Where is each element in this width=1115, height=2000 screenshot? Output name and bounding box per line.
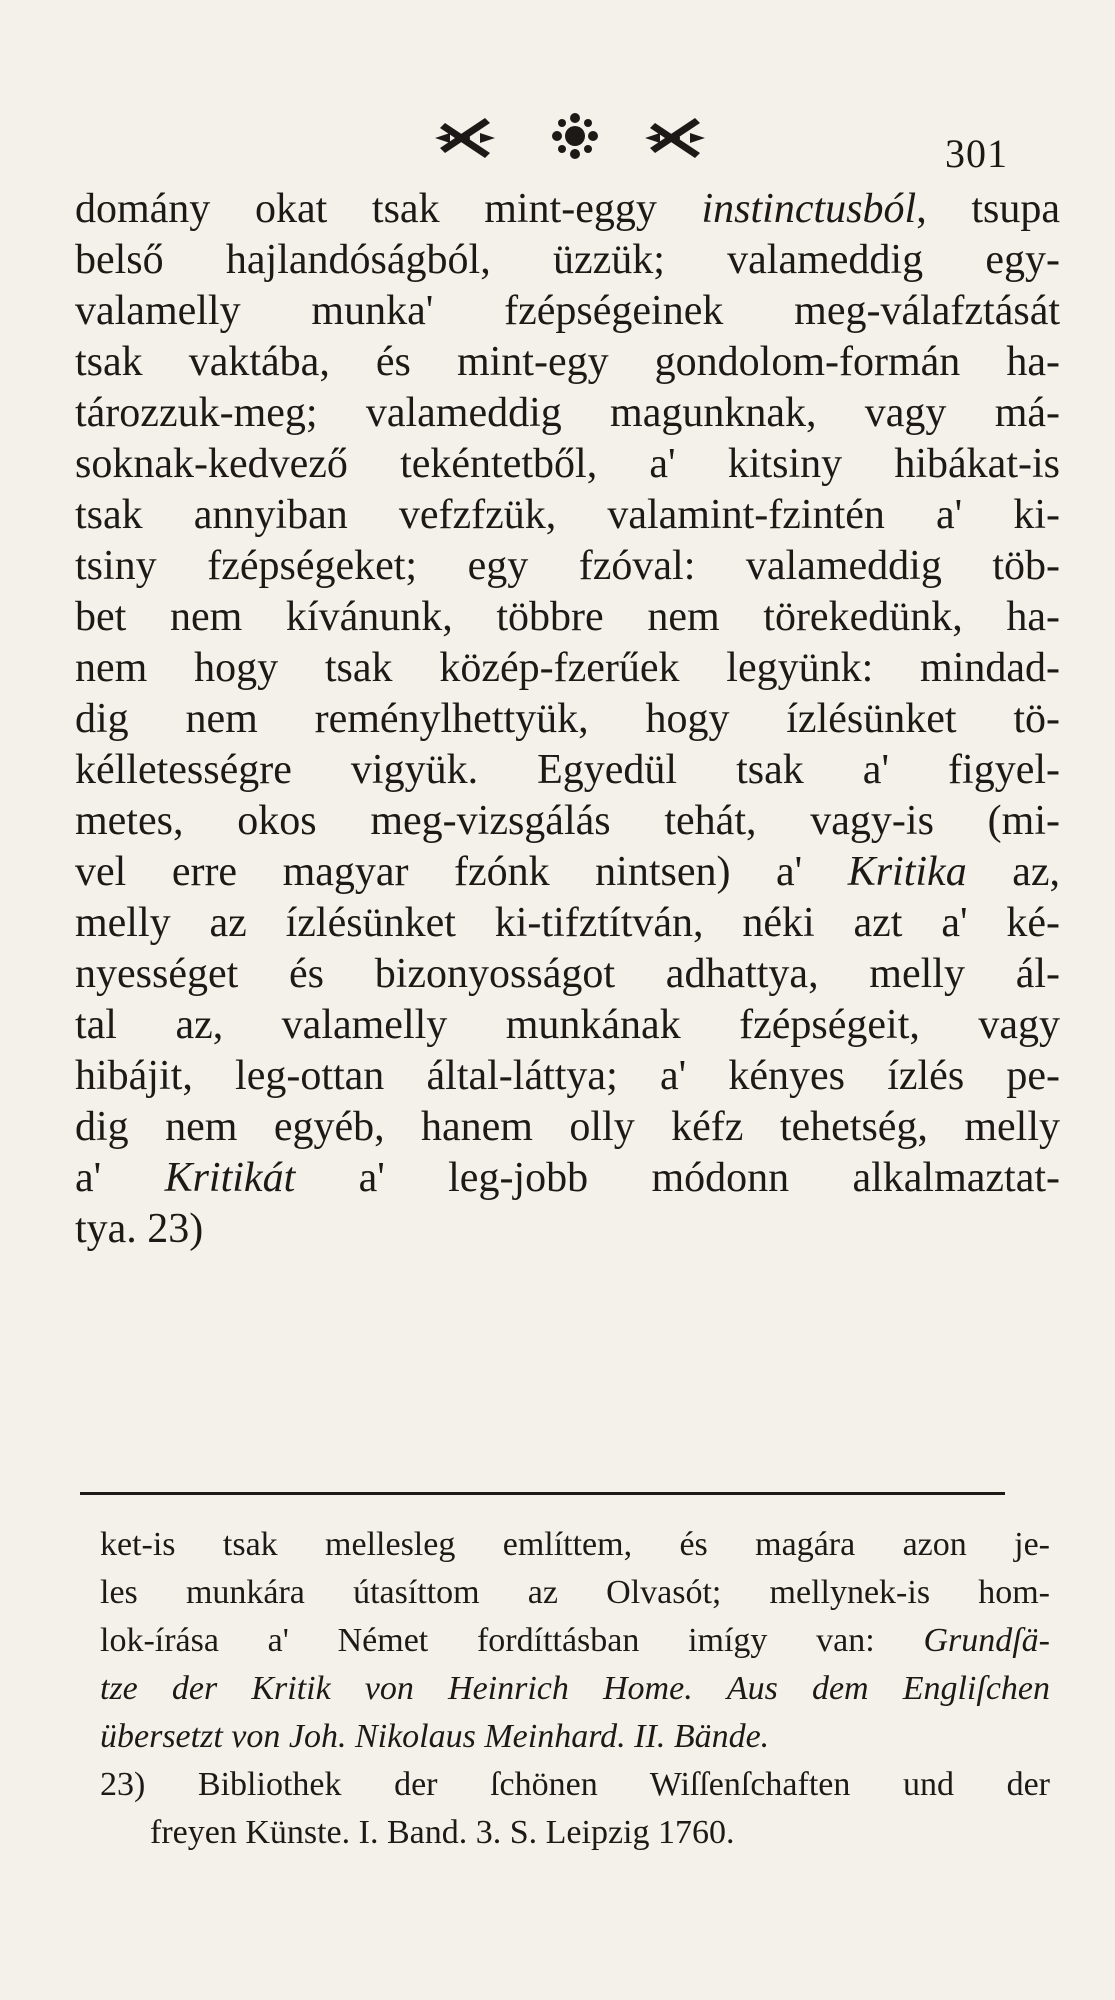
- text-line: vel erre magyar fzónk nintsen) a' Kritika az,: [75, 849, 1060, 895]
- page-number: 301: [945, 131, 1008, 176]
- text-line: melly az ízlésünket ki-tifztítván, néki azt a' ké-: [75, 900, 1060, 946]
- text-line: dig nem egyéb, hanem olly kéfz tehetség, melly: [75, 1104, 1060, 1150]
- main-text: [75, 184, 1060, 1255]
- footnotes: [100, 1521, 1050, 1857]
- page-header: [0, 108, 1115, 178]
- text-line: kélletességre vigyük. Egyedül tsak a' figyel-: [75, 747, 1060, 793]
- text-line: nem hogy tsak közép-fzerűek legyünk: mindad-: [75, 645, 1060, 691]
- footnote-line: 23) Bibliothek der ſchönen Wiſſenſchaften und der: [100, 1766, 1050, 1803]
- footnote-line: les munkára útasíttom az Olvasót; mellynek-is hom-: [100, 1574, 1050, 1611]
- footnote-line: tze der Kritik von Heinrich Home. Aus dem Engliſchen: [100, 1670, 1051, 1707]
- footnote-line: übersetzt von Joh. Nikolaus Meinhard. II. Bände.: [100, 1718, 770, 1755]
- text-line: dig nem reménylhettyük, hogy ízlésünket tö-: [75, 696, 1060, 742]
- footnote-divider: [80, 1492, 1005, 1495]
- text-line: domány okat tsak mint-eggy instinctusból, tsupa: [75, 186, 1060, 232]
- text-line: hibájit, leg-ottan által-láttya; a' kényes ízlés pe-: [75, 1053, 1060, 1099]
- text-line: belső hajlandóságból, üzzük; valameddig egy-: [75, 237, 1060, 283]
- printer-ornament-icon: [430, 108, 720, 168]
- footnote-line: lok-írása a' Német fordíttásban imígy van: Grundſä-: [100, 1622, 1050, 1659]
- text-line: metes, okos meg-vizsgálás tehát, vagy-is (mi-: [75, 798, 1060, 844]
- footnote-line: ket-is tsak mellesleg említtem, és magára azon je-: [100, 1526, 1050, 1563]
- text-line: tal az, valamelly munkának fzépségeit, vagy: [75, 1002, 1060, 1048]
- text-line: tsak annyiban vefzfzük, valamint-fzintén a' ki-: [75, 492, 1060, 538]
- text-line: a' Kritikát a' leg-jobb módonn alkalmaztat-: [75, 1155, 1060, 1201]
- text-line: tsiny fzépségeket; egy fzóval: valameddig töb-: [75, 543, 1060, 589]
- text-line: bet nem kívánunk, többre nem törekedünk, ha-: [75, 594, 1060, 640]
- text-line: tsak vaktába, és mint-egy gondolom-formán ha-: [75, 339, 1060, 385]
- text-line: tározzuk-meg; valameddig magunknak, vagy má-: [75, 390, 1060, 436]
- text-line: soknak-kedvező tekéntetből, a' kitsiny hibákat-is: [75, 441, 1060, 487]
- text-line: nyességet és bizonyosságot adhattya, melly ál-: [75, 951, 1060, 997]
- text-line: valamelly munka' fzépségeinek meg-válafztását: [75, 288, 1060, 334]
- footnote-line: freyen Künste. I. Band. 3. S. Leipzig 1760.: [150, 1814, 735, 1851]
- text-line: tya. 23): [75, 1206, 204, 1252]
